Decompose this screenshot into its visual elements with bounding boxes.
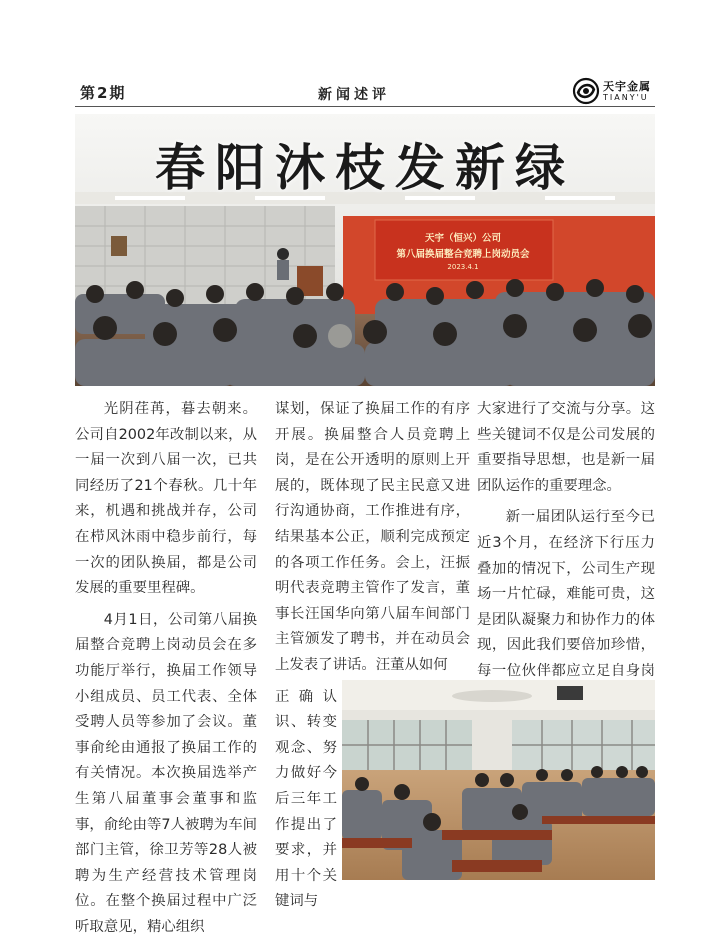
banner-company: 天宇（恒兴）公司: [424, 233, 501, 244]
banner-event: 第八届换届整合竞聘上岗动员会: [396, 249, 530, 260]
stage-banner: [379, 222, 547, 278]
hero-meeting-photo: [75, 114, 655, 386]
paragraph-keywords: 大家进行了交流与分享。这些关键词不仅是公司发展的重要指导思想，也是新一届团队运作的重要理念。: [477, 401, 655, 494]
paragraph-intro: 光阴荏苒，暮去朝来。公司自2002年改制以来，从一届一次到八届一次，已共同经历了21个春秋。几十年来，机遇和挑战并存，公司在栉风沐雨中稳步前行，每一次的团队换届，都是公司发展的重要里程碑。: [75, 401, 257, 597]
hero-headline: 春阳沐枝发新绿: [155, 138, 575, 197]
classroom-meeting-photo: [342, 680, 655, 880]
paragraph-narrow: 正确认识、转变观念、努力做好今后三年工作提出了要求，并用十个关键词与: [275, 688, 337, 910]
banner-date: 2023.4.1: [447, 263, 479, 271]
paragraph-continued: 谋划，保证了换届工作的有序开展。换届整合人员竞聘上岗，是在公开透明的原则上开展的，既体现了民主民意又进行沟通协商，工作推进有序，结果基本公正，顺利完成预定的各项工作任务。会上，汪振明代表竞聘主管作了发言，董事长汪国华向第八届车间部门主管颁发了聘书，并在动员会上发表了讲话。汪董从如何: [275, 401, 470, 673]
paragraph-meeting: 4月1日，公司第八届换届整合竞聘上岗动员会在多功能厅举行，换届工作领导小组成员、员工代表、全体受聘人员等参加了会议。董事俞纶由通报了换届工作的有关情况。本次换届选举产生第八届董事会董事和监事，俞纶由等7人被聘为车间部门主管，徐卫芳等28人被聘为生产经营技术管理岗位。在整个换届过程中广泛听取意见，精心组织: [75, 611, 257, 935]
company-logo: [572, 77, 662, 107]
paragraph-team: 新一届团队运行至今已近3个月，在经济下行压力叠加的情况下，公司生产现场一片忙碌，难能可贵，这是团队凝聚力和协作力的体现，因此我们要倍加珍惜，每一位伙伴都应立足自身岗: [477, 509, 655, 679]
logo-chinese-name: 天宇金属: [603, 80, 651, 93]
swirl-logo-icon: [572, 77, 600, 105]
article-column-3: [477, 397, 655, 716]
logo-english-name: TIANY'U: [603, 93, 649, 102]
article-column-1: [75, 397, 257, 946]
classroom-illustration: [342, 680, 655, 880]
header-divider: [75, 106, 655, 107]
section-title: 新闻述评: [318, 87, 390, 103]
issue-number: 第2期: [80, 84, 127, 102]
narrow-text-beside-photo: [275, 685, 337, 915]
